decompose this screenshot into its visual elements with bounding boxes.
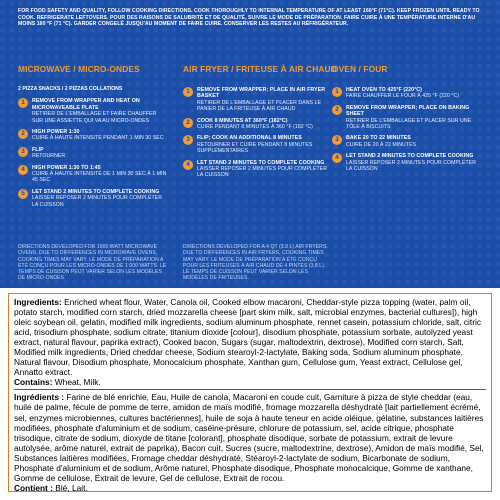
step-text-en: LET STAND 2 MINUTES TO COMPLETE COOKING bbox=[346, 153, 474, 160]
contains-fr-text: Blé, Lait. bbox=[52, 482, 88, 493]
step-number-badge: 3 bbox=[332, 135, 342, 145]
ingredients-en-text: Enriched wheat flour, Water, Canola oil, Cooked elbow macaroni, Cheddar-style pizza topping (water, palm oil, potato starch, modified corn starch, dried mozzarella cheese [part skim milk, salt, microbial enzymes, bacterial cultures]), high oleic soybean oil, gelatin, modified milk ingredients, sodium aluminum phosphate, rennet casein, potassium chloride, salt, citric acid, trisodium phosphate, sodium citrate, titanium dioxide [colour], disodium phosphate, potassium sorbate, autolyzed yeast extract, natural flavour, paprika extract), Cooked bacon, Sugars (sugar, maltodextrin, dextrose), Modified corn starch, Salt, Modified milk ingredients, Dried cheddar cheese, Sodium stearoyl-2-lactylate, Baking soda, Sodium aluminum phosphate, Natural flavour, Disodium phosphate, Monocalcium phosphate, Xanthan gum, Cellulose gum, Yeast extract, Cellulose gel, Annatto extract. bbox=[14, 297, 482, 378]
step-number-badge: 4 bbox=[332, 153, 342, 163]
step-number-badge: 1 bbox=[332, 87, 342, 97]
microwave-subheading: 2 PIZZA SNACKS / 2 PIZZAS COLLATIONS bbox=[18, 86, 123, 92]
oven-steps bbox=[332, 87, 482, 172]
air-fryer-heading: AIR FRYER / FRITEUSE À AIR CHAUD bbox=[183, 64, 337, 74]
microwave-step bbox=[18, 165, 168, 184]
step-text-fr: RETOURNER ET CUIRE PENDANT 8 MINUTES SUPPLÉMENTAIRES bbox=[197, 141, 313, 155]
step-number-badge: 2 bbox=[332, 105, 342, 115]
oven-step bbox=[332, 135, 482, 148]
step-text-fr: RETIRER DE L'EMBALLAGE ET FAIRE CHAUFFER SUR UNE ASSIETTE QUI VA AU MICRO-ONDES bbox=[32, 111, 157, 124]
step-number-badge: 4 bbox=[183, 160, 193, 170]
step-text-fr: LAISSER REPOSER 2 MINUTES POUR COMPLÉTER LA CUISSON bbox=[197, 166, 327, 179]
microwave-heading: MICROWAVE / MICRO-ONDES bbox=[18, 64, 140, 74]
step-text-fr: CUIRE DE 20 À 22 MINUTES bbox=[346, 141, 417, 148]
contains-en-label: Contains: bbox=[14, 377, 53, 388]
step-text-fr: LAISSER REPOSER 2 MINUTES POUR COMPLÉTER LA CUISSON bbox=[346, 159, 476, 173]
ingredients-fr bbox=[14, 392, 486, 482]
microwave-step bbox=[18, 147, 168, 160]
step-text-fr: RETOURNER bbox=[32, 153, 66, 160]
step-text-en: LET STAND 2 MINUTES TO COMPLETE COOKING bbox=[197, 159, 325, 166]
step-text-en: REMOVE FROM WRAPPER; PLACE ON BAKING SHEET bbox=[346, 104, 470, 118]
ingredients-fr-text: Farine de blé enrichie, Eau, Huile de canola, Macaroni en coude cuit, Garniture à pizza de style cheddar (eau, huile de palme, fécule de pomme de terre, amidon de maïs modifié, fromage mozzarella déshydraté [lait partiellement écrémé, sel, enzymes microbiennes, cultures bactériennes], huile de soja à haute teneur en acide oléique, gélatine, substances laitières modifiées, phosphate d'aluminium et de sodium, caséine-présure, chlorure de potassium, sel, acide citrique, phosphate trisodique, citrate de sodium, dioxyde de titane [colorant], phosphate disodique, sorbate de potassium, extrait de levure autolysée, arôme naturel, extrait de paprika), Bacon cuit, Sucres (sucre, maltodextrine, dextrose), Amidon de maïs modifié, Sel, Substances laitières modifiées, Fromage cheddar déshydraté, Stéaroyl-2-lactylate de sodium, Bicarbonate de sodium, Phosphate d'aluminium et de sodium, Arôme naturel, Phosphate disodique, Phosphate monocalcique, Gomme de xanthane, Gomme de cellulose, Extrait de levure, Gel de cellulose, Extrait de rocou. bbox=[14, 392, 484, 483]
air-fryer-step bbox=[183, 87, 328, 112]
ingredients-en-label: Ingredients: bbox=[14, 297, 62, 307]
microwave-step bbox=[18, 189, 168, 208]
step-text-en: REMOVE FROM WRAPPER AND HEAT ON MICROWAVEABLE PLATE bbox=[32, 98, 140, 111]
microwave-wattage-note: DIRECTIONS DEVELOPED FOR 1000 WATT MICROWAVE OVENS. DUE TO DIFFERENCES IN MICROWAVE OVENS, COOKING TIMES MAY VARY. LE MODE DE PRÉPARATION A ÉTÉ CONÇU POUR LES MICRO-ONDES DE 1 000 WATTS. LE TEMPS DE CUISSON PEUT VARIER SELON LES MODÈLES DE MICRO-ONDES. bbox=[18, 244, 167, 282]
contains-fr bbox=[14, 483, 486, 493]
step-number-badge: 2 bbox=[18, 129, 28, 139]
step-text-en: BAKE 20 TO 22 MINUTES bbox=[346, 135, 411, 142]
microwave-step bbox=[18, 129, 168, 142]
contains-en bbox=[14, 377, 486, 387]
step-number-badge: 3 bbox=[18, 147, 28, 157]
step-number-badge: 3 bbox=[183, 135, 193, 145]
step-text-fr: RETIRER DE L'EMBALLAGE ET PLACER DANS LE PANIER DE LA FRITEUSE À AIR CHAUD bbox=[197, 99, 321, 113]
step-text-fr: RETIRER DE L'EMBALLAGE ET PLACER SUR UNE TÔLE À BISCUITS bbox=[346, 117, 472, 130]
step-text-fr: CUIRE PENDANT 8 MINUTES À 360 °F (182 °C) bbox=[197, 124, 313, 130]
step-text-en: FLIP; COOK AN ADDITIONAL 8 MINUTES bbox=[197, 135, 302, 142]
air-fryer-step bbox=[183, 118, 328, 131]
microwave-column bbox=[18, 64, 168, 213]
step-text-en: FLIP bbox=[32, 146, 44, 153]
air-fryer-step bbox=[183, 135, 328, 154]
air-fryer-column bbox=[183, 64, 337, 184]
step-number-badge: 1 bbox=[183, 87, 193, 97]
oven-step bbox=[332, 87, 482, 100]
contains-en-text: Wheat, Milk. bbox=[52, 377, 101, 388]
step-text-fr: FAIRE CHAUFFER LE FOUR À 425 °F (220 °C) bbox=[346, 93, 460, 100]
oven-step bbox=[332, 105, 482, 130]
ingredients-box bbox=[8, 293, 492, 492]
ingredients-fr-label: Ingrédients : bbox=[14, 392, 65, 403]
step-number-badge: 5 bbox=[18, 189, 28, 199]
air-fryer-step bbox=[183, 160, 328, 179]
step-text-en: COOK 8 MINUTES AT 360°F (182°C) bbox=[197, 117, 288, 124]
step-text-fr: CUIRE À HAUTE INTENSITÉ DE 1 MIN 30 SEC À 1 MIN 45 SEC bbox=[32, 171, 167, 184]
step-text-fr: CUIRE À HAUTE INTENSITÉ PENDANT 1 MIN 30 SEC bbox=[32, 135, 164, 142]
air-fryer-size-note: DIRECTIONS DEVELOPED FOR A 4 QT (3.8 L) AIR FRYERS. DUE TO DIFFERENCES IN AIR FRYERS, COOKING TIMES MAY VARY. LE MODE DE PRÉPARATION A ÉTÉ CONÇU POUR LES FRITEUSES À AIR CHAUD DE 4 PINTES (3,8 L). LE TEMPS DE CUISSON PEUT VARIER SELON LES MODÈLES DE FRITEUSES. bbox=[183, 244, 328, 282]
air-fryer-steps bbox=[183, 87, 328, 179]
step-number-badge: 1 bbox=[18, 98, 28, 108]
step-text-en: HIGH POWER 1:30 bbox=[32, 129, 80, 135]
step-text-en: REMOVE FROM WRAPPER; PLACE IN AIR FRYER BASKET bbox=[197, 87, 326, 100]
step-text-fr: LAISSER REPOSER 2 MINUTES POUR COMPLÉTER LA CUISSON bbox=[32, 195, 162, 208]
contains-fr-label: Contient : bbox=[14, 482, 53, 493]
step-text-en: LET STAND 2 MINUTES TO COMPLETE COOKING bbox=[32, 188, 160, 195]
step-number-badge: 4 bbox=[18, 165, 28, 175]
language-divider bbox=[14, 389, 486, 390]
step-text-en: HEAT OVEN TO 425°F (220°C) bbox=[346, 87, 422, 93]
ingredients-en bbox=[14, 297, 486, 377]
oven-heading: OVEN / FOUR bbox=[332, 64, 388, 74]
oven-step bbox=[332, 153, 482, 172]
oven-column bbox=[332, 64, 482, 178]
step-number-badge: 2 bbox=[183, 118, 193, 128]
microwave-step bbox=[18, 98, 168, 123]
food-safety-statement: FOR FOOD SAFETY AND QUALITY, FOLLOW COOKING DIRECTIONS. COOK THOROUGHLY TO INTERNAL TEMPERATURE OF AT LEAST 160°F (71°C). KEEP FROZEN UNTIL READY TO COOK. REFRIGERATE LEFTOVERS. POUR DES RAISONS DE SALUBRITÉ ET DE QUALITÉ, SUIVRE LE MODE DE PRÉPARATION. FAIRE CUIRE À UNE TEMPÉRATURE INTERNE D'AU MOINS 160 °F (71 °C). GARDER CONGELÉ JUSQU'AU MOMENT DE FAIRE CUIRE. CONSERVER LES RESTES AU RÉFRIGÉRATEUR. bbox=[18, 8, 480, 28]
step-text-en: HIGH POWER 1:30 TO 1:45 bbox=[32, 164, 101, 171]
microwave-steps bbox=[18, 98, 168, 208]
